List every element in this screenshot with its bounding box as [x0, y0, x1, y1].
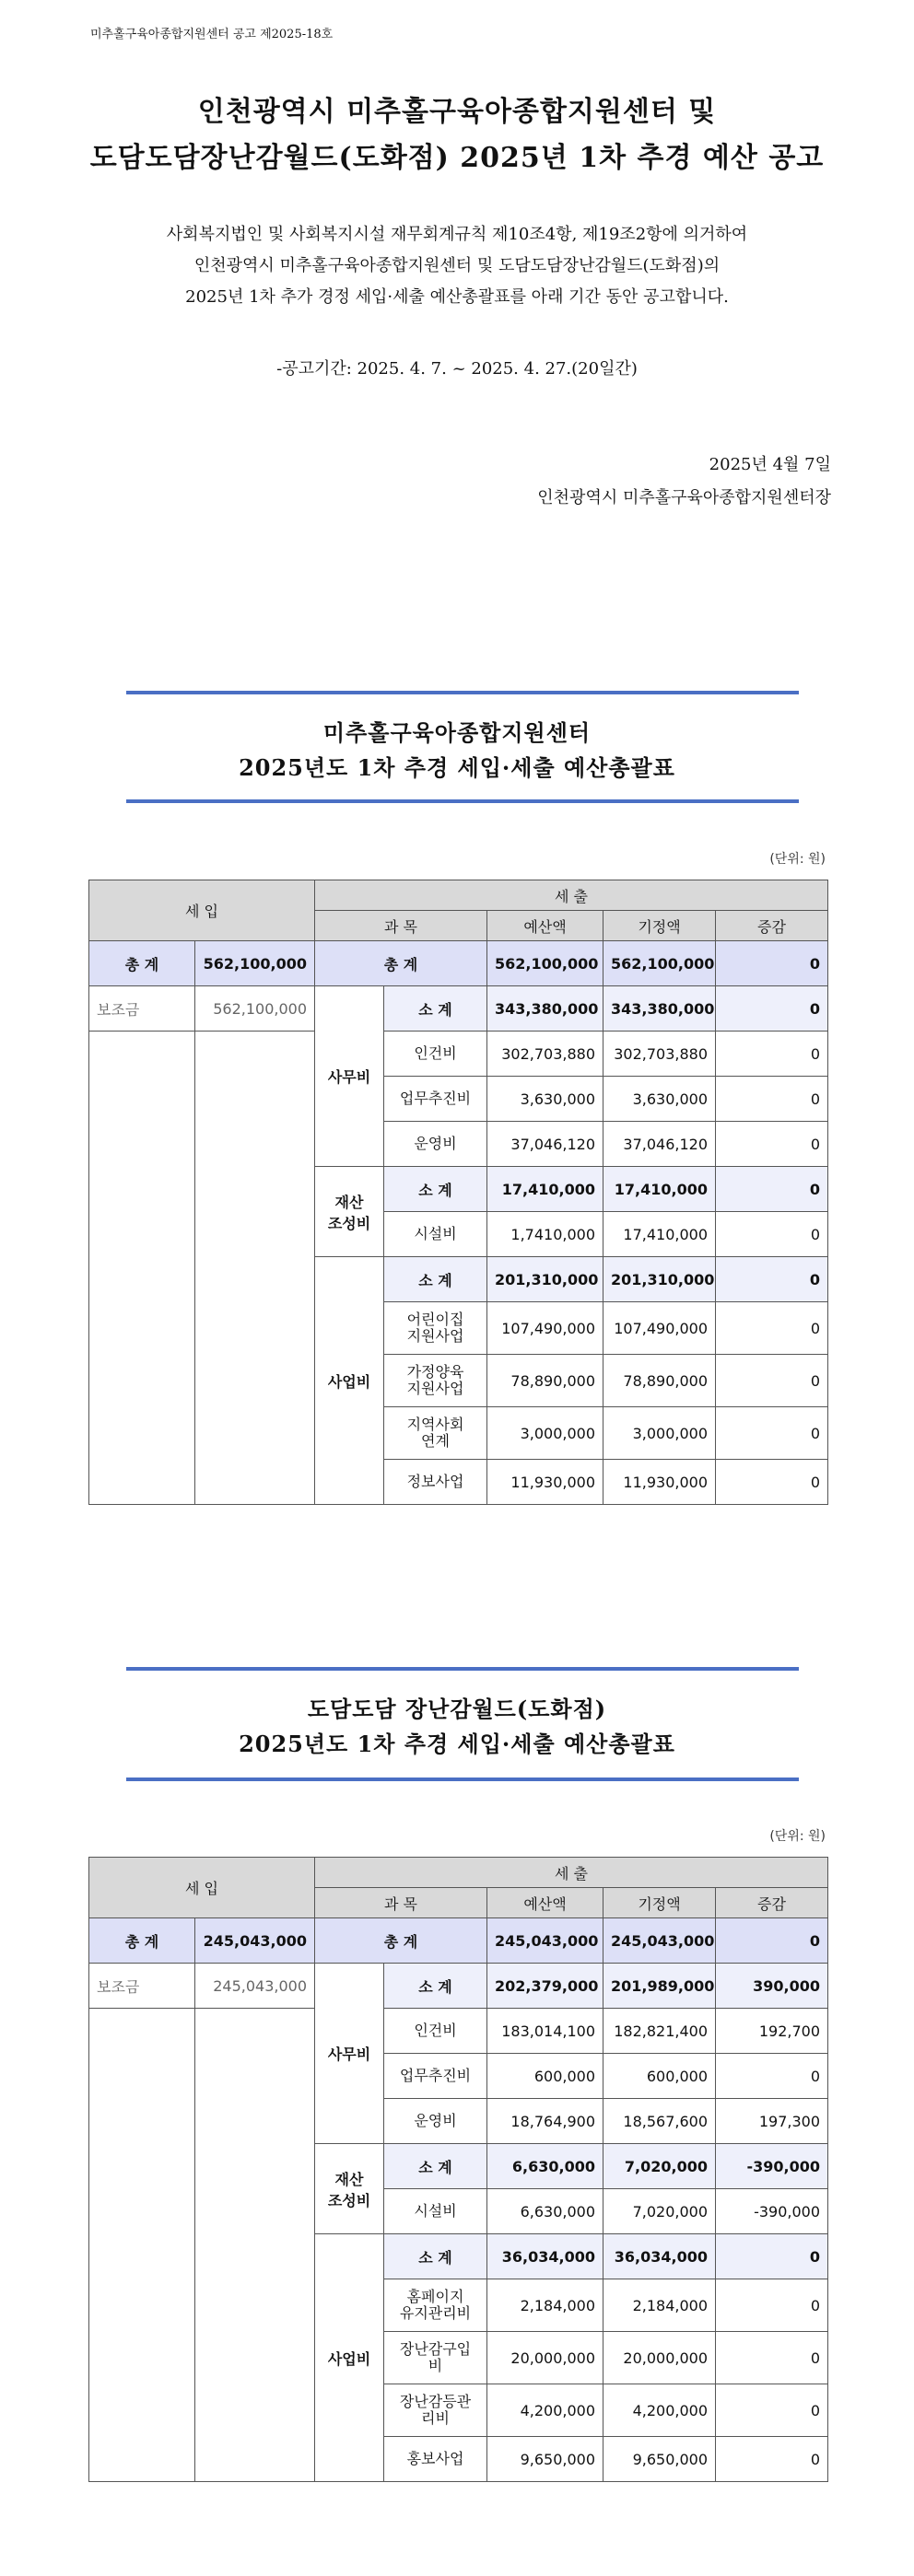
expense-item-existing: 78,890,000 [603, 1355, 716, 1407]
expense-total-label: 총 계 [315, 1918, 487, 1964]
budget-header: 예산액 [487, 1888, 603, 1918]
expense-item-label: 어린이집 [406, 1311, 464, 1328]
expense-item-name [384, 1122, 487, 1167]
expense-category [315, 1167, 384, 1257]
subtotal-existing: 201,310,000 [603, 1257, 716, 1302]
subtotal-existing: 7,020,000 [603, 2144, 716, 2189]
issuer: 인천광역시 미추홀구육아종합지원센터장 [537, 488, 831, 507]
expense-item-budget: 1,7410,000 [487, 1212, 603, 1257]
expense-item-budget: 37,046,120 [487, 1122, 603, 1167]
expense-item-name [384, 1212, 487, 1257]
expense-item-label: 운영비 [414, 2112, 457, 2129]
subtotal-label: 소 계 [384, 2144, 487, 2189]
expense-item-budget: 2,184,000 [487, 2279, 603, 2332]
expense-item-existing: 3,000,000 [603, 1407, 716, 1460]
expense-category [315, 986, 384, 1167]
expense-item-name [384, 1032, 487, 1077]
notice-number: 미추홀구육아종합지원센터 공고 제2025-18호 [90, 28, 334, 41]
expense-item-change: 197,300 [716, 2099, 828, 2144]
expense-item-budget: 107,490,000 [487, 1302, 603, 1355]
expense-item-name [384, 1407, 487, 1460]
expense-item-existing: 11,930,000 [603, 1460, 716, 1505]
existing-header: 기정액 [603, 1888, 716, 1918]
notice-title-line2: 도담도담장난감월드(도화점) 2025년 1차 추경 예산 공고 [89, 142, 825, 174]
expense-item-change: 0 [716, 2384, 828, 2437]
expense-item-label: 홍보사업 [406, 2450, 464, 2467]
expense-category [315, 1964, 384, 2144]
revenue-item-label: 보조금 [89, 1964, 195, 2009]
section1-title-line1: 미추홀구육아종합지원센터 [322, 719, 592, 746]
expense-item-change: 0 [716, 1077, 828, 1122]
section1-bottom-rule [126, 799, 799, 803]
expense-item-label: 업무추진비 [399, 1090, 472, 1107]
revenue-total-value: 562,100,000 [195, 941, 315, 986]
expense-item-budget: 11,930,000 [487, 1460, 603, 1505]
subtotal-change: -390,000 [716, 2144, 828, 2189]
expense-item-change: 0 [716, 1032, 828, 1077]
expense-total-change: 0 [716, 1918, 828, 1964]
subtotal-label: 소 계 [384, 2234, 487, 2279]
expense-item-name [384, 2099, 487, 2144]
revenue-blank-label [89, 2009, 195, 2482]
expense-item-label: 인건비 [414, 1044, 457, 1062]
expense-total-existing: 562,100,000 [603, 941, 716, 986]
expense-item-budget: 3,000,000 [487, 1407, 603, 1460]
section2-title-line1: 도담도담 장난감월드(도화점) [307, 1696, 607, 1722]
revenue-header: 세 입 [89, 880, 315, 941]
expense-total-label: 총 계 [315, 941, 487, 986]
change-header: 증감 [716, 1888, 828, 1918]
expense-item-change: 0 [716, 1122, 828, 1167]
revenue-item-label: 보조금 [89, 986, 195, 1032]
body-line-3: 2025년 1차 추가 경정 세입·세출 예산총괄표를 아래 기간 동안 공고합니다. [185, 287, 729, 307]
revenue-blank-label [89, 1032, 195, 1505]
subtotal-change: 0 [716, 2234, 828, 2279]
expense-item-budget: 302,703,880 [487, 1032, 603, 1077]
subtotal-existing: 343,380,000 [603, 986, 716, 1032]
revenue-total-label: 총 계 [89, 1918, 195, 1964]
revenue-blank-value [195, 1032, 315, 1505]
expense-item-change: 0 [716, 1212, 828, 1257]
expense-item-label: 운영비 [414, 1135, 457, 1152]
subject-header: 과 목 [315, 1888, 487, 1918]
expense-item-budget: 4,200,000 [487, 2384, 603, 2437]
expense-category-label: 재산 [334, 1193, 364, 1211]
expense-item-change: 0 [716, 2279, 828, 2332]
subtotal-change: 0 [716, 1257, 828, 1302]
expense-category-label: 사무비 [327, 1068, 371, 1086]
expense-item-name [384, 2054, 487, 2099]
expense-item-existing: 3,630,000 [603, 1077, 716, 1122]
expense-item-existing: 302,703,880 [603, 1032, 716, 1077]
expense-item-name [384, 2437, 487, 2482]
expense-category [315, 1257, 384, 1505]
expense-item-change: -390,000 [716, 2189, 828, 2234]
expense-item-name [384, 1355, 487, 1407]
section2-budget-table [88, 1857, 828, 2482]
subtotal-label: 소 계 [384, 1167, 487, 1212]
section2-title-line2: 2025년도 1차 추경 세입·세출 예산총괄표 [239, 1731, 675, 1757]
expense-item-label: 리비 [421, 2409, 450, 2427]
expense-item-name [384, 2189, 487, 2234]
section1-unit: (단위: 원) [769, 852, 826, 867]
revenue-item-value: 562,100,000 [195, 986, 315, 1032]
expense-total-change: 0 [716, 941, 828, 986]
expense-item-change: 0 [716, 1355, 828, 1407]
subtotal-change: 0 [716, 1167, 828, 1212]
expense-item-name [384, 1460, 487, 1505]
expense-item-label: 시설비 [414, 2202, 457, 2220]
expense-item-change: 0 [716, 1302, 828, 1355]
expense-item-budget: 78,890,000 [487, 1355, 603, 1407]
expense-item-name [384, 2009, 487, 2054]
expense-header: 세 출 [315, 880, 828, 911]
subtotal-label: 소 계 [384, 986, 487, 1032]
section2-bottom-rule [126, 1778, 799, 1781]
subtotal-existing: 17,410,000 [603, 1167, 716, 1212]
notice-title-line1: 인천광역시 미추홀구육아종합지원센터 및 [197, 96, 717, 128]
expense-item-name [384, 2384, 487, 2437]
expense-item-existing: 7,020,000 [603, 2189, 716, 2234]
expense-item-existing: 37,046,120 [603, 1122, 716, 1167]
expense-category [315, 2144, 384, 2234]
section2-top-rule [126, 1667, 799, 1671]
body-line-1: 사회복지법인 및 사회복지시설 재무회계규칙 제10조4항, 제19조2항에 의거하여 [166, 225, 748, 244]
subtotal-budget: 201,310,000 [487, 1257, 603, 1302]
expense-item-existing: 2,184,000 [603, 2279, 716, 2332]
revenue-total-label: 총 계 [89, 941, 195, 986]
section1-title-line2: 2025년도 1차 추경 세입·세출 예산총괄표 [239, 754, 675, 781]
expense-item-budget: 18,764,900 [487, 2099, 603, 2144]
expense-item-existing: 182,821,400 [603, 2009, 716, 2054]
subtotal-budget: 17,410,000 [487, 1167, 603, 1212]
existing-header: 기정액 [603, 911, 716, 941]
expense-item-label: 가정양육 [406, 1363, 464, 1381]
budget-header: 예산액 [487, 911, 603, 941]
expense-item-label: 인건비 [414, 2022, 457, 2039]
body-line-2: 인천광역시 미추홀구육아종합지원센터 및 도담도담장난감월드(도화점)의 [193, 256, 721, 275]
expense-item-name [384, 2279, 487, 2332]
expense-item-existing: 9,650,000 [603, 2437, 716, 2482]
subtotal-change: 390,000 [716, 1964, 828, 2009]
expense-item-name [384, 1077, 487, 1122]
subtotal-label: 소 계 [384, 1964, 487, 2009]
expense-category-label: 사무비 [327, 2046, 371, 2063]
expense-item-budget: 20,000,000 [487, 2332, 603, 2384]
expense-item-name [384, 1302, 487, 1355]
expense-item-label: 시설비 [414, 1225, 457, 1242]
expense-item-change: 192,700 [716, 2009, 828, 2054]
expense-category-label: 재산 [334, 2170, 364, 2188]
subtotal-budget: 36,034,000 [487, 2234, 603, 2279]
subtotal-existing: 36,034,000 [603, 2234, 716, 2279]
expense-item-label: 장난감구입 [399, 2340, 472, 2358]
subtotal-budget: 202,379,000 [487, 1964, 603, 2009]
subject-header: 과 목 [315, 911, 487, 941]
expense-item-existing: 20,000,000 [603, 2332, 716, 2384]
subtotal-budget: 343,380,000 [487, 986, 603, 1032]
section1-budget-table [88, 880, 828, 1505]
expense-category [315, 2234, 384, 2482]
expense-total-existing: 245,043,000 [603, 1918, 716, 1964]
expense-item-label: 지역사회 [406, 1416, 464, 1433]
subtotal-existing: 201,989,000 [603, 1964, 716, 2009]
notice-date: 2025년 4월 7일 [709, 455, 831, 474]
expense-item-budget: 600,000 [487, 2054, 603, 2099]
expense-item-label: 정보사업 [406, 1473, 464, 1490]
expense-item-label: 지원사업 [406, 1327, 464, 1345]
section2-unit: (단위: 원) [769, 1829, 826, 1844]
expense-category-label: 사업비 [327, 2349, 371, 2368]
expense-item-change: 0 [716, 1460, 828, 1505]
expense-item-change: 0 [716, 2332, 828, 2384]
subtotal-label: 소 계 [384, 1257, 487, 1302]
expense-item-existing: 600,000 [603, 2054, 716, 2099]
expense-item-budget: 6,630,000 [487, 2189, 603, 2234]
revenue-blank-value [195, 2009, 315, 2482]
expense-total-budget: 562,100,000 [487, 941, 603, 986]
subtotal-budget: 6,630,000 [487, 2144, 603, 2189]
expense-item-existing: 18,567,600 [603, 2099, 716, 2144]
expense-category-label: 사업비 [327, 1372, 371, 1391]
expense-category-label: 조성비 [327, 2191, 371, 2209]
notice-period: -공고기간: 2025. 4. 7. ~ 2025. 4. 27.(20일간) [276, 359, 638, 379]
expense-item-change: 0 [716, 1407, 828, 1460]
section1-top-rule [126, 691, 799, 694]
expense-item-label: 비 [428, 2357, 443, 2374]
expense-item-label: 유지관리비 [399, 2304, 472, 2322]
expense-item-budget: 9,650,000 [487, 2437, 603, 2482]
expense-item-budget: 3,630,000 [487, 1077, 603, 1122]
expense-category-label: 조성비 [327, 1214, 371, 1232]
expense-item-label: 연계 [421, 1432, 450, 1450]
expense-item-existing: 17,410,000 [603, 1212, 716, 1257]
expense-item-existing: 4,200,000 [603, 2384, 716, 2437]
expense-item-label: 지원사업 [406, 1380, 464, 1397]
expense-item-existing: 107,490,000 [603, 1302, 716, 1355]
expense-item-change: 0 [716, 2054, 828, 2099]
expense-total-budget: 245,043,000 [487, 1918, 603, 1964]
revenue-header: 세 입 [89, 1858, 315, 1918]
expense-item-label: 홈페이지 [406, 2288, 464, 2305]
change-header: 증감 [716, 911, 828, 941]
expense-item-budget: 183,014,100 [487, 2009, 603, 2054]
expense-header: 세 출 [315, 1858, 828, 1888]
revenue-total-value: 245,043,000 [195, 1918, 315, 1964]
expense-item-label: 장난감등관 [399, 2393, 472, 2410]
subtotal-change: 0 [716, 986, 828, 1032]
expense-item-label: 업무추진비 [399, 2067, 472, 2084]
expense-item-name [384, 2332, 487, 2384]
expense-item-change: 0 [716, 2437, 828, 2482]
revenue-item-value: 245,043,000 [195, 1964, 315, 2009]
